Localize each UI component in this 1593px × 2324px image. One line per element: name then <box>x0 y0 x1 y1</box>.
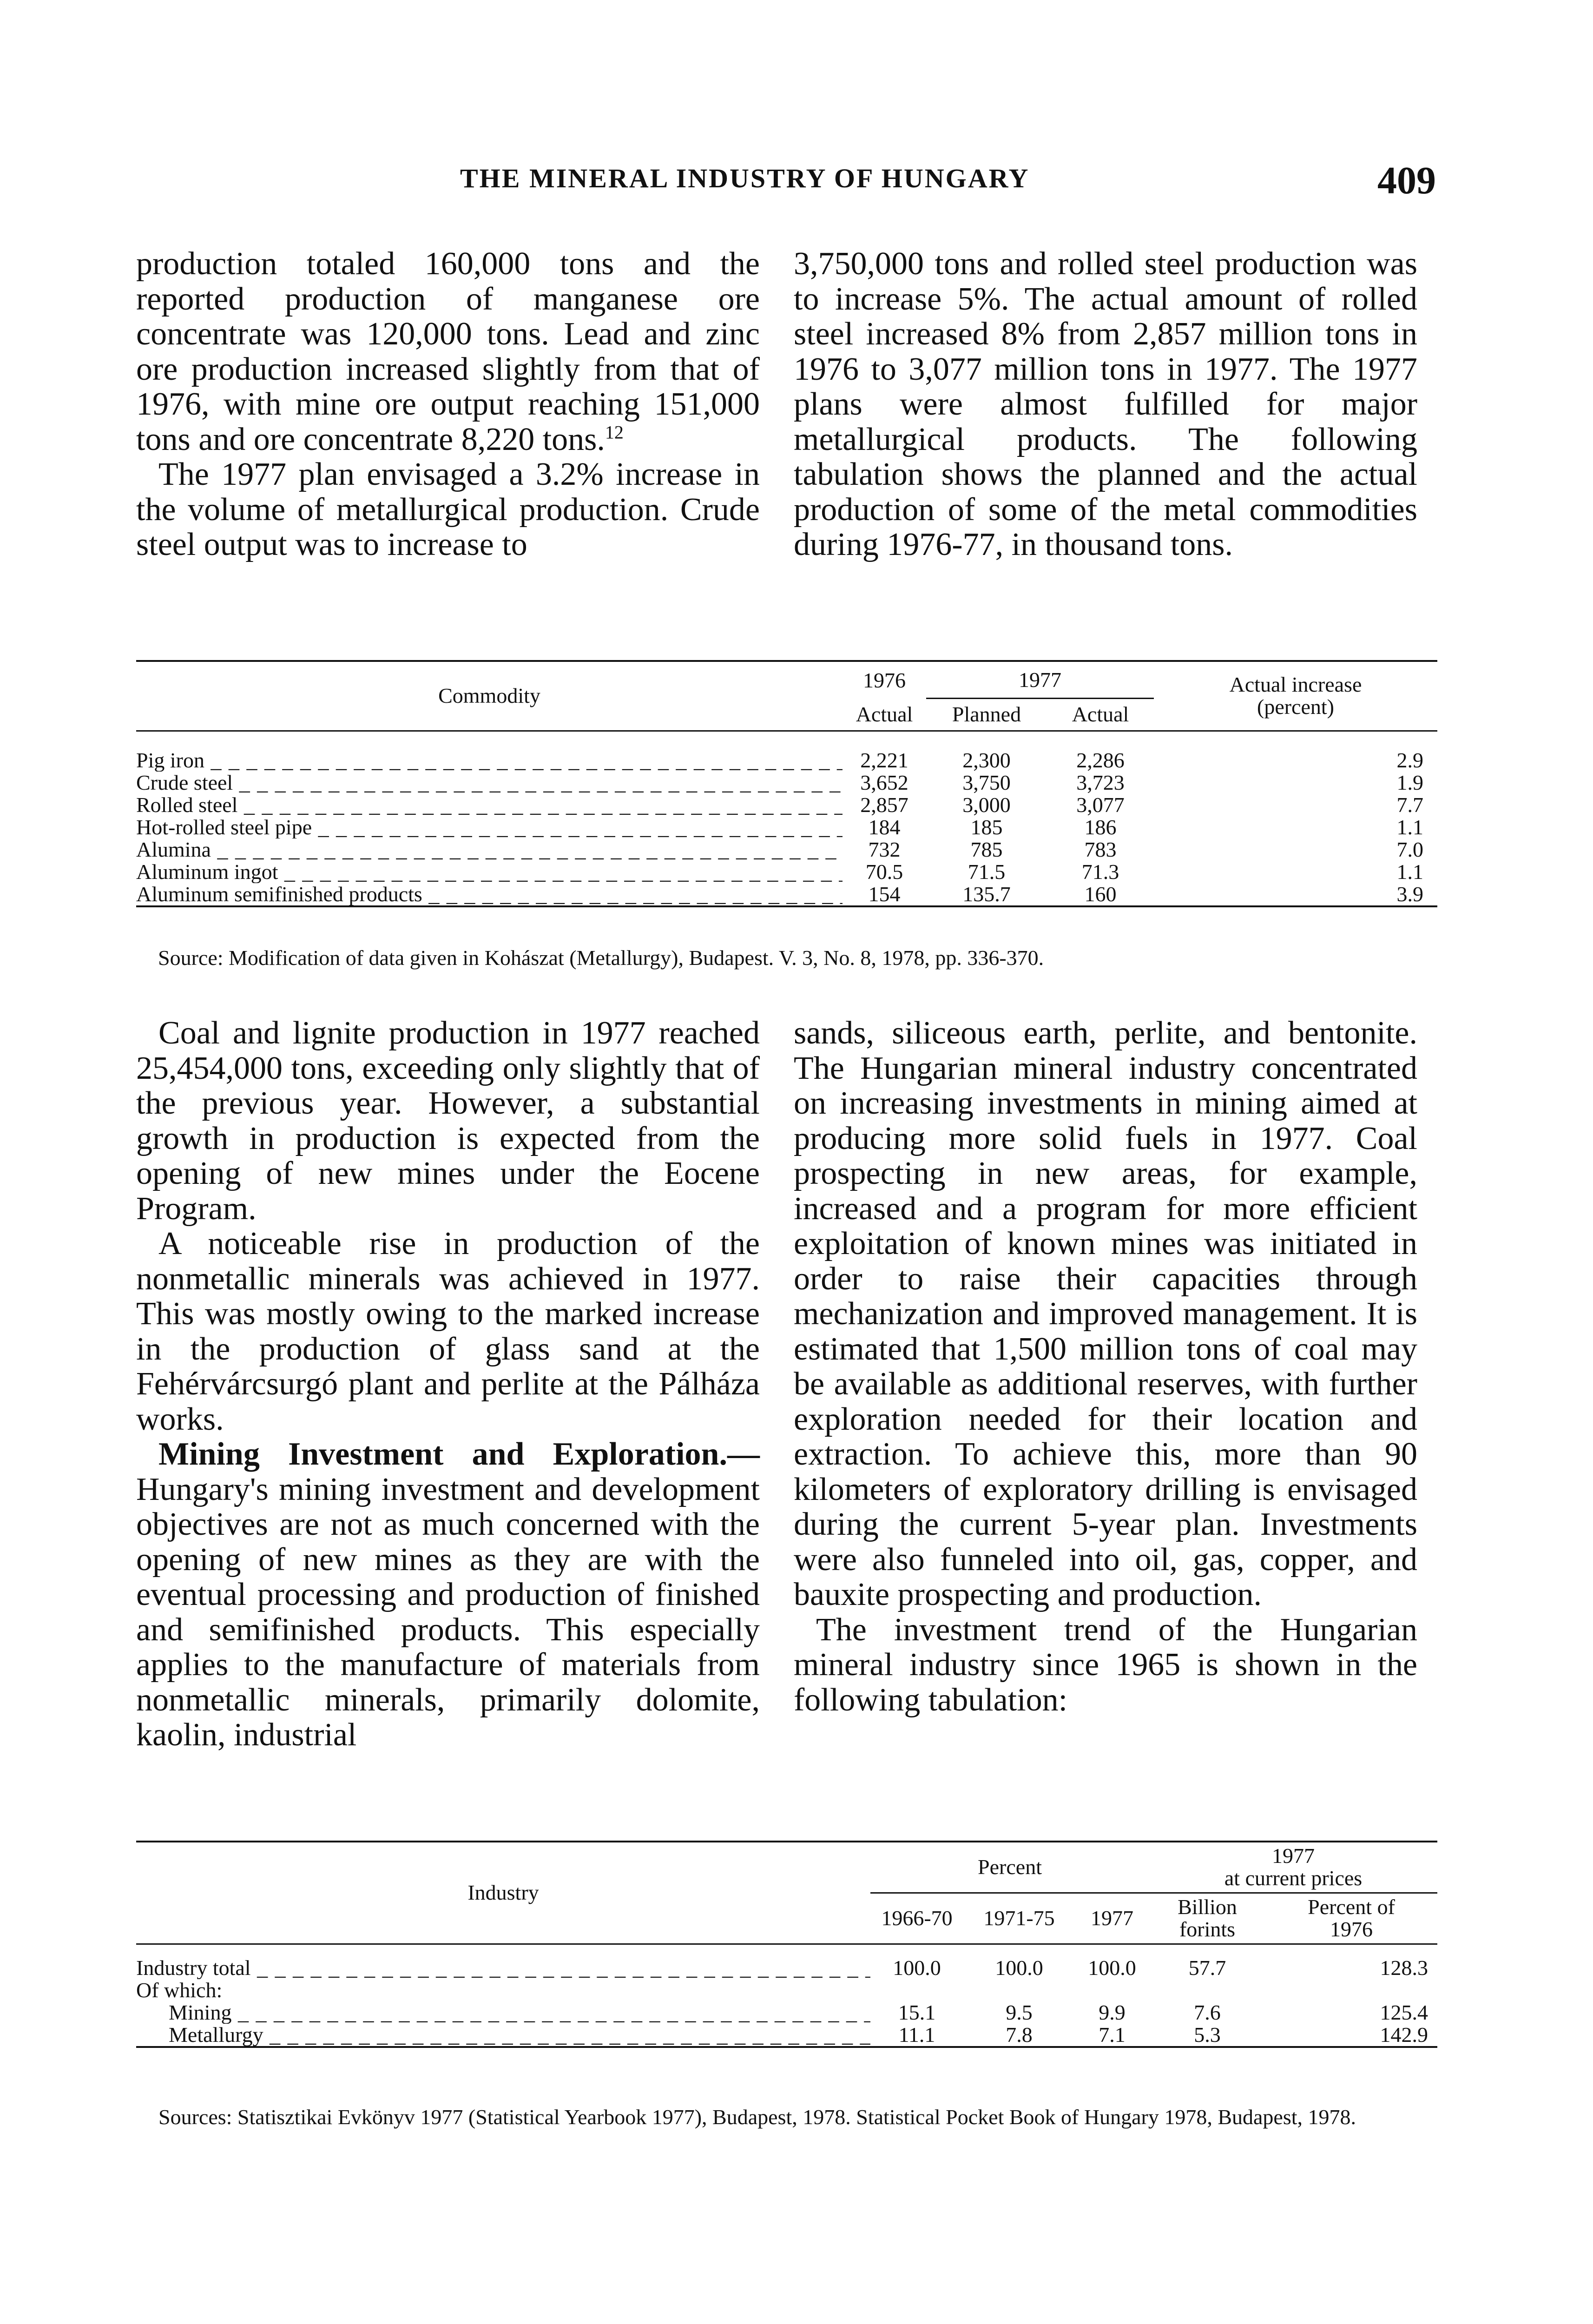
running-title: THE MINERAL INDUSTRY OF HUNGARY <box>460 163 1030 193</box>
cell: 2,857 <box>860 793 908 817</box>
cell: 2,221 <box>860 748 908 772</box>
paragraph <box>136 246 760 457</box>
cell: 9.5 <box>1006 2000 1033 2024</box>
table-row <box>136 1979 1437 2001</box>
cell: 1.1 <box>1396 860 1423 884</box>
col-header-actual-1977: Actual <box>1072 702 1129 726</box>
table-row <box>136 2024 1437 2047</box>
header-line: Percent of <box>1308 1895 1395 1919</box>
row-label: Industry total _ _ _ <box>136 1957 870 1979</box>
cell: 2,300 <box>962 748 1011 772</box>
row-label: Metallurgy _ _ _ <box>136 2024 870 2047</box>
footnote-marker: 12 <box>605 422 624 443</box>
paragraph: The investment trend of the Hungarian mineral industry since 1965 is shown in the following tabulation: <box>794 1611 1417 1718</box>
cell: 15.1 <box>898 2000 936 2024</box>
cell: 7.7 <box>1396 793 1423 817</box>
cell <box>1075 1979 1149 2001</box>
cell: 3,723 <box>1076 771 1125 794</box>
cell: 11.1 <box>898 2023 935 2047</box>
cell: 100.0 <box>1088 1956 1136 1980</box>
row-label: Hot-rolled steel pipe _ _ _ <box>136 816 843 838</box>
header-line: forints <box>1179 1917 1236 1941</box>
cell: 100.0 <box>893 1956 941 1980</box>
header-line: 1976 <box>1330 1917 1373 1941</box>
row-label: Crude steel _ _ _ <box>136 772 843 794</box>
cell <box>1265 1979 1437 2001</box>
top-right-column <box>794 246 1417 562</box>
cell: 2.9 <box>1396 748 1423 772</box>
col-header-1977-current <box>1149 1842 1437 1893</box>
cell <box>1149 1979 1265 2001</box>
col-header-planned: Planned <box>952 702 1021 726</box>
row-label: Mining _ _ _ <box>136 2001 870 2024</box>
cell: 1.9 <box>1396 771 1423 794</box>
cell: 5.3 <box>1194 2023 1221 2047</box>
table-row <box>136 749 1437 772</box>
page-number: 409 <box>1377 159 1436 202</box>
cell <box>963 1979 1075 2001</box>
cell: 7.1 <box>1099 2023 1126 2047</box>
cell: 71.5 <box>968 860 1006 884</box>
row-label: Rolled steel _ _ _ <box>136 794 843 816</box>
cell: 7.8 <box>1006 2023 1033 2047</box>
row-label: Alumina _ _ _ <box>136 838 843 861</box>
cell: 128.3 <box>1380 1956 1428 1980</box>
table-source-note: Sources: Statisztikai Evkönyv 1977 (Statistical Yearbook 1977), Budapest, 1978. Statistical Pocket Book of Hungary 1978, Budapest, 1978. <box>158 2105 1356 2129</box>
row-label: Pig iron _ _ _ <box>136 749 843 772</box>
cell: 185 <box>970 815 1003 839</box>
cell: 70.5 <box>865 860 903 884</box>
metallurgy-table <box>136 660 1437 907</box>
col-header-percent-of-1976 <box>1265 1893 1437 1944</box>
table-row <box>136 861 1437 883</box>
row-label: Of which: <box>136 1978 223 2002</box>
row-label: Aluminum semifinished products _ _ _ <box>136 883 843 906</box>
running-head <box>135 158 1436 209</box>
paragraph <box>136 1437 760 1753</box>
col-header-actual-increase <box>1154 661 1437 731</box>
paragraph: Coal and lignite production in 1977 reached 25,454,000 tons, exceeding only slightly that of the previous year. However, a substantial growth in production is expected from the opening of new mines under the Eocene Program. <box>136 1015 760 1227</box>
paragraph: sands, siliceous earth, perlite, and bentonite. The Hungarian mineral industry concentrated on increasing investments in mining aimed at producing more solid fuels in 1977. Coal prospecting in new areas, for example, increased and a program for more efficient exploitation of known mines was initiated in order to raise their capacities through mechanization and improved management. It is estimated that 1,500 million tons of coal may be available as additional reserves, with further exploration needed for their location and extraction. To achieve this, more than 90 kilometers of exploratory drilling is envisaged during the current 5-year plan. Investments were also funneled into oil, gas, copper, and bauxite prospecting and production. <box>794 1015 1417 1612</box>
header-line: (percent) <box>1257 695 1334 719</box>
mid-right-column <box>794 1016 1417 1717</box>
cell: 3.9 <box>1396 882 1423 906</box>
row-label: Aluminum ingot _ _ _ <box>136 861 843 883</box>
mid-left-column <box>136 1016 760 1753</box>
table-row <box>136 772 1437 794</box>
paragraph: 3,750,000 tons and rolled steel production was to increase 5%. The actual amount of rolled steel increased 8% from 2,857 million tons in 1976 to 3,077 million tons in 1977. The 1977 plans were almost fulfilled for major metallurgical products. The following tabulation shows the planned and the actual production of some of the metal commodities during 1976-77, in thousand tons. <box>794 246 1417 562</box>
cell: 71.3 <box>1081 860 1119 884</box>
header-line: at current prices <box>1224 1866 1363 1890</box>
col-header-billion-forints <box>1149 1893 1265 1944</box>
cell: 3,750 <box>962 771 1011 794</box>
cell: 100.0 <box>995 1956 1043 1980</box>
paragraph: The 1977 plan envisaged a 3.2% increase in the volume of metallurgical production. Crude steel output was to increase to <box>136 456 760 562</box>
paragraph-text: Hungary's mining investment and development objectives are not as much concerned with the opening of new mines as they are with the eventual processing and production of finished and semifinished products. This especially applies to the manufacture of materials from nonmetallic minerals, primarily dolomite, kaolin, industrial <box>136 1471 760 1753</box>
table-source-note: Source: Modification of data given in Kohászat (Metallurgy), Budapest. V. 3, No. 8, 1978, pp. 336-370. <box>158 946 1044 970</box>
col-header-1976: 1976 <box>863 668 906 692</box>
cell: 186 <box>1084 815 1117 839</box>
table-row <box>136 794 1437 816</box>
cell: 160 <box>1084 882 1117 906</box>
table-row <box>136 816 1437 838</box>
cell: 3,652 <box>860 771 908 794</box>
table-row <box>136 883 1437 906</box>
col-header-1971-75: 1971-75 <box>963 1893 1075 1944</box>
cell: 125.4 <box>1380 2000 1428 2024</box>
cell: 785 <box>970 838 1003 861</box>
cell: 142.9 <box>1380 2023 1428 2047</box>
cell: 3,077 <box>1076 793 1125 817</box>
col-header-actual-1976: Actual <box>856 702 913 726</box>
cell: 154 <box>868 882 901 906</box>
col-header-1977: 1977 <box>1075 1893 1149 1944</box>
run-in-heading: Mining Investment and Exploration.— <box>158 1436 760 1472</box>
col-header-industry: Industry <box>467 1881 539 1905</box>
investment-table <box>136 1841 1437 2048</box>
cell: 7.0 <box>1396 838 1423 861</box>
col-header-1966-70: 1966-70 <box>870 1893 963 1944</box>
table-row <box>136 1957 1437 1979</box>
cell: 184 <box>868 815 901 839</box>
cell: 1.1 <box>1396 815 1423 839</box>
cell: 9.9 <box>1099 2000 1126 2024</box>
paragraph: A noticeable rise in production of the nonmetallic minerals was achieved in 1977. This was mostly owing to the marked increase in the production of glass sand at the Fehérvárcsurgó plant and perlite at the Pálháza works. <box>136 1226 760 1437</box>
header-line: 1977 <box>1272 1843 1315 1868</box>
table-row <box>136 838 1437 861</box>
cell: 3,000 <box>962 793 1011 817</box>
col-header-commodity: Commodity <box>438 684 540 708</box>
cell: 57.7 <box>1188 1956 1226 1980</box>
cell: 7.6 <box>1194 2000 1221 2024</box>
top-left-column <box>136 246 760 562</box>
col-header-percent: Percent <box>978 1855 1042 1879</box>
cell <box>870 1979 963 2001</box>
table-row <box>136 2001 1437 2024</box>
cell: 2,286 <box>1076 748 1125 772</box>
header-line: Actual increase <box>1229 673 1362 697</box>
cell: 135.7 <box>962 882 1011 906</box>
header-line: Billion <box>1178 1895 1237 1919</box>
cell: 783 <box>1084 838 1117 861</box>
paragraph-text: production totaled 160,000 tons and the reported production of manganese ore concentrate was 120,000 tons. Lead and zinc ore production increased slightly from that of 1976, with mine ore output reaching 151,000 tons and ore concentrate 8,220 tons. <box>136 246 760 457</box>
cell: 732 <box>868 838 901 861</box>
col-header-1977: 1977 <box>926 661 1154 698</box>
